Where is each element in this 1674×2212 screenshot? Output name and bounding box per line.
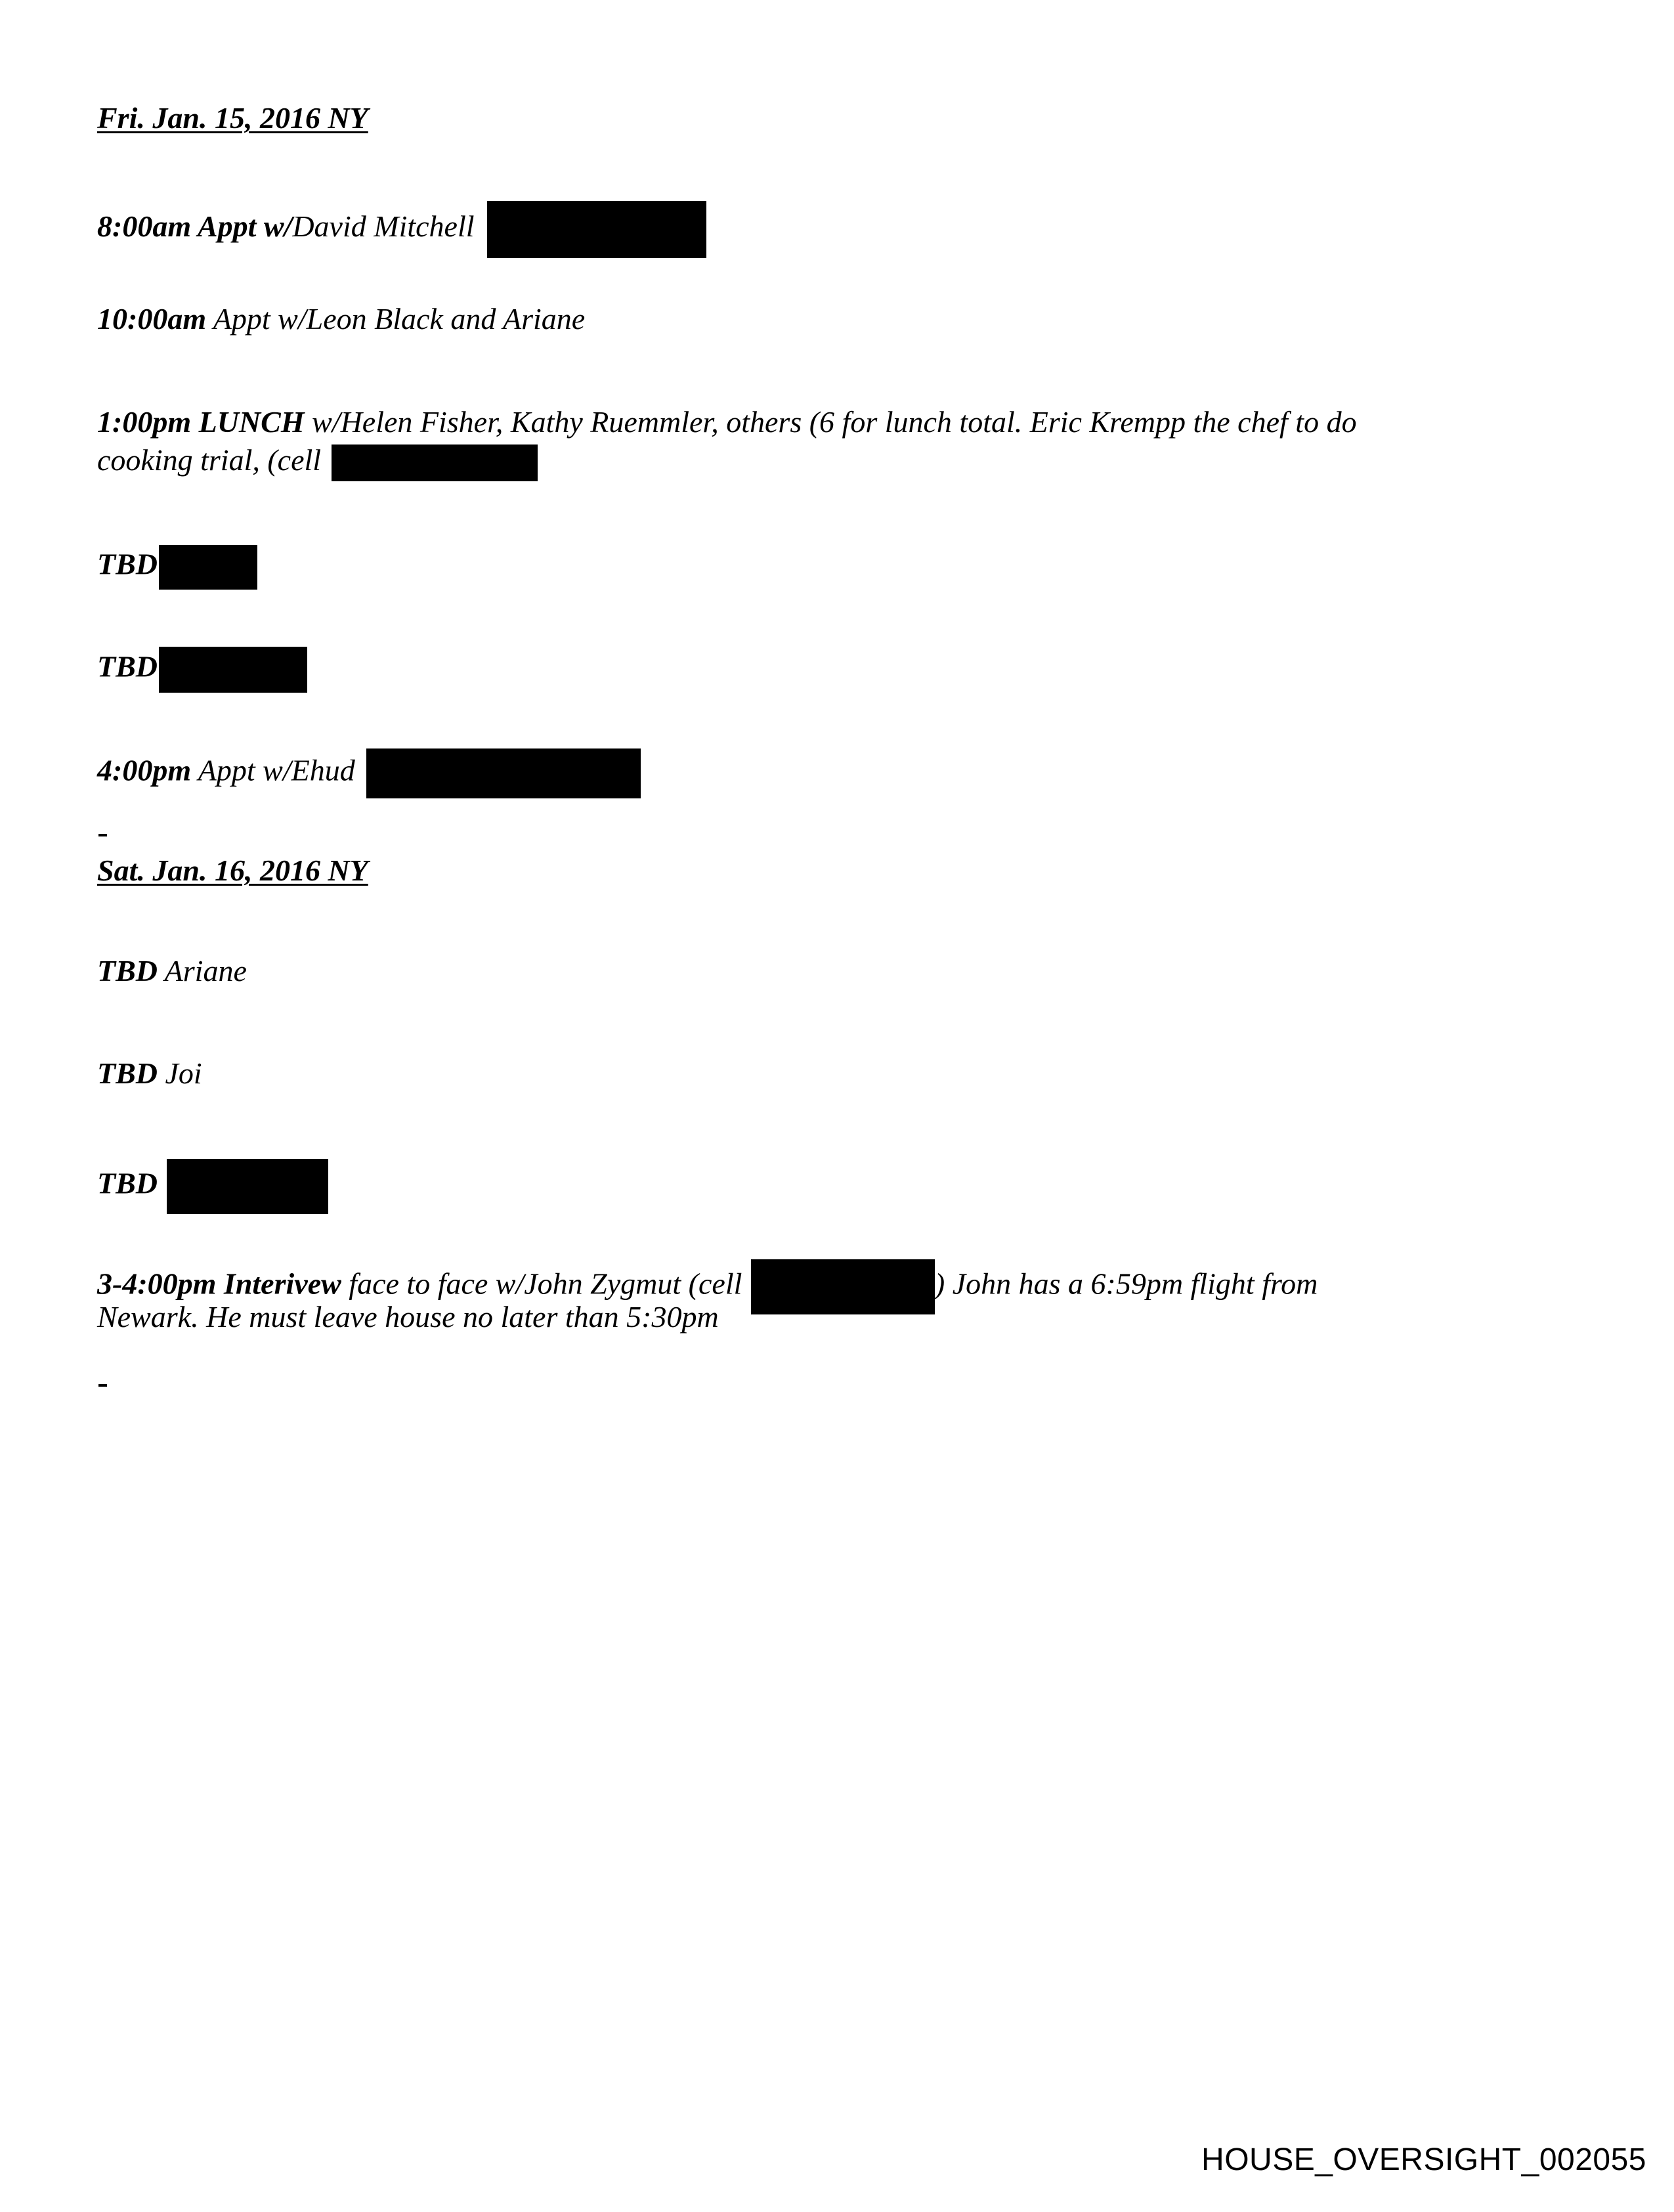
entry-time-label: TBD — [97, 1166, 158, 1200]
entry-time-label: 10:00am — [97, 302, 207, 336]
entry-time-label: TBD — [97, 1056, 158, 1090]
redaction-box — [366, 748, 641, 798]
entry-time-label: TBD — [97, 954, 158, 987]
redaction-box — [487, 201, 706, 258]
entry-text: Ariane — [164, 954, 247, 987]
entry-text: David Mitchell — [292, 209, 475, 244]
separator-dash — [98, 834, 107, 836]
schedule-entry-0800 — [97, 201, 706, 258]
schedule-entry-lunch-continued — [97, 442, 538, 481]
schedule-entry-lunch — [97, 404, 1357, 441]
schedule-entry-1000 — [97, 301, 585, 337]
redaction-box — [159, 647, 307, 693]
entry-text-continued: ) John has a 6:59pm flight from — [934, 1267, 1318, 1301]
schedule-entry-tbd-1 — [97, 545, 257, 590]
entry-time-label: 1:00pm LUNCH — [97, 405, 305, 439]
separator-dash — [98, 1384, 107, 1387]
entry-time-label: 8:00am Appt w/ — [97, 209, 293, 244]
entry-text: Joi — [165, 1056, 202, 1090]
date-heading-friday: Fri. Jan. 15, 2016 NY — [97, 101, 368, 135]
schedule-entry-tbd-joi — [97, 1055, 202, 1092]
entry-text: Appt w/Ehud — [198, 753, 355, 787]
entry-text: w/Helen Fisher, Kathy Ruemmler, others (6 for lunch total. Eric Krempp the chef to do — [312, 405, 1357, 439]
redaction-box — [332, 445, 538, 481]
entry-text: Newark. He must leave house no later than 5:30pm — [97, 1300, 719, 1334]
entry-time-label: TBD — [97, 649, 158, 683]
entry-text: cooking trial, (cell — [97, 443, 322, 477]
redaction-box — [751, 1259, 935, 1314]
date-heading-saturday: Sat. Jan. 16, 2016 NY — [97, 854, 368, 887]
schedule-entry-tbd-2 — [97, 647, 307, 693]
entry-time-label: TBD — [97, 547, 158, 581]
entry-text: Appt w/Leon Black and Ariane — [213, 302, 586, 336]
entry-time-label: 4:00pm — [97, 753, 192, 787]
entry-time-label: 3-4:00pm Interivew — [97, 1267, 341, 1301]
schedule-entry-1600 — [97, 748, 641, 798]
entry-text: face to face w/John Zygmut (cell — [349, 1267, 742, 1301]
redaction-box — [159, 545, 257, 590]
schedule-entry-interview-continued — [97, 1299, 719, 1335]
bates-number: HOUSE_OVERSIGHT_002055 — [1201, 2142, 1646, 2177]
schedule-entry-tbd-ariane — [97, 953, 247, 989]
redaction-box — [167, 1159, 328, 1214]
schedule-entry-tbd-3 — [97, 1159, 328, 1214]
